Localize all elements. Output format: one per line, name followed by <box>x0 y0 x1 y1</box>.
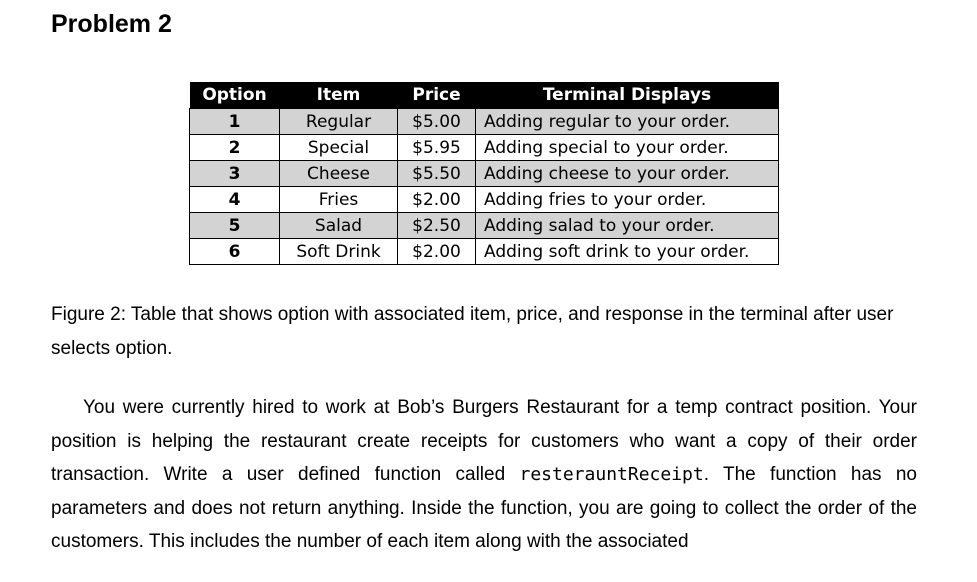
header-price: Price <box>398 82 476 109</box>
table-row <box>190 109 779 135</box>
price-cell: $2.00 <box>398 239 476 265</box>
display-cell: Adding soft drink to your order. <box>476 239 779 265</box>
header-item: Item <box>280 82 398 109</box>
item-cell: Soft Drink <box>280 239 398 265</box>
header-option: Option <box>190 82 280 109</box>
function-name-code: resterauntReceipt <box>519 464 704 485</box>
price-cell: $5.00 <box>398 109 476 135</box>
option-cell: 3 <box>190 161 280 187</box>
display-cell: Adding salad to your order. <box>476 213 779 239</box>
item-cell: Salad <box>280 213 398 239</box>
display-cell: Adding cheese to your order. <box>476 161 779 187</box>
option-cell: 5 <box>190 213 280 239</box>
price-cell: $5.95 <box>398 135 476 161</box>
table-row <box>190 187 779 213</box>
figure-caption: Figure 2: Table that shows option with associated item, price, and response in the terminal after user selects option. <box>51 304 894 359</box>
display-cell: Adding regular to your order. <box>476 109 779 135</box>
item-cell: Fries <box>280 187 398 213</box>
paragraph-text-start: You were currently hired to work at Bob’s Burgers Restaurant for a temp contract position. Your position is helping the restaurant create receipts for customers who want a copy of their order transaction. Write a user defined function called <box>51 397 917 485</box>
table-row <box>190 135 779 161</box>
problem-heading: Problem 2 <box>51 10 172 38</box>
table-row <box>190 239 779 265</box>
menu-options-table <box>189 82 779 265</box>
display-cell: Adding special to your order. <box>476 135 779 161</box>
item-cell: Special <box>280 135 398 161</box>
price-cell: $5.50 <box>398 161 476 187</box>
option-cell: 4 <box>190 187 280 213</box>
paragraph-text-end: . The function has no parameters and does not return anything. Inside the function, you are going to collect the order of the customers. This includes the number of each item along with the associated <box>51 464 917 552</box>
table-row <box>190 161 779 187</box>
option-cell: 6 <box>190 239 280 265</box>
item-cell: Cheese <box>280 161 398 187</box>
display-cell: Adding fries to your order. <box>476 187 779 213</box>
option-cell: 1 <box>190 109 280 135</box>
problem-paragraph <box>51 391 917 559</box>
header-terminal-displays: Terminal Displays <box>476 82 779 109</box>
table-row <box>190 213 779 239</box>
price-cell: $2.50 <box>398 213 476 239</box>
price-cell: $2.00 <box>398 187 476 213</box>
item-cell: Regular <box>280 109 398 135</box>
option-cell: 2 <box>190 135 280 161</box>
table-header-row <box>190 82 779 109</box>
